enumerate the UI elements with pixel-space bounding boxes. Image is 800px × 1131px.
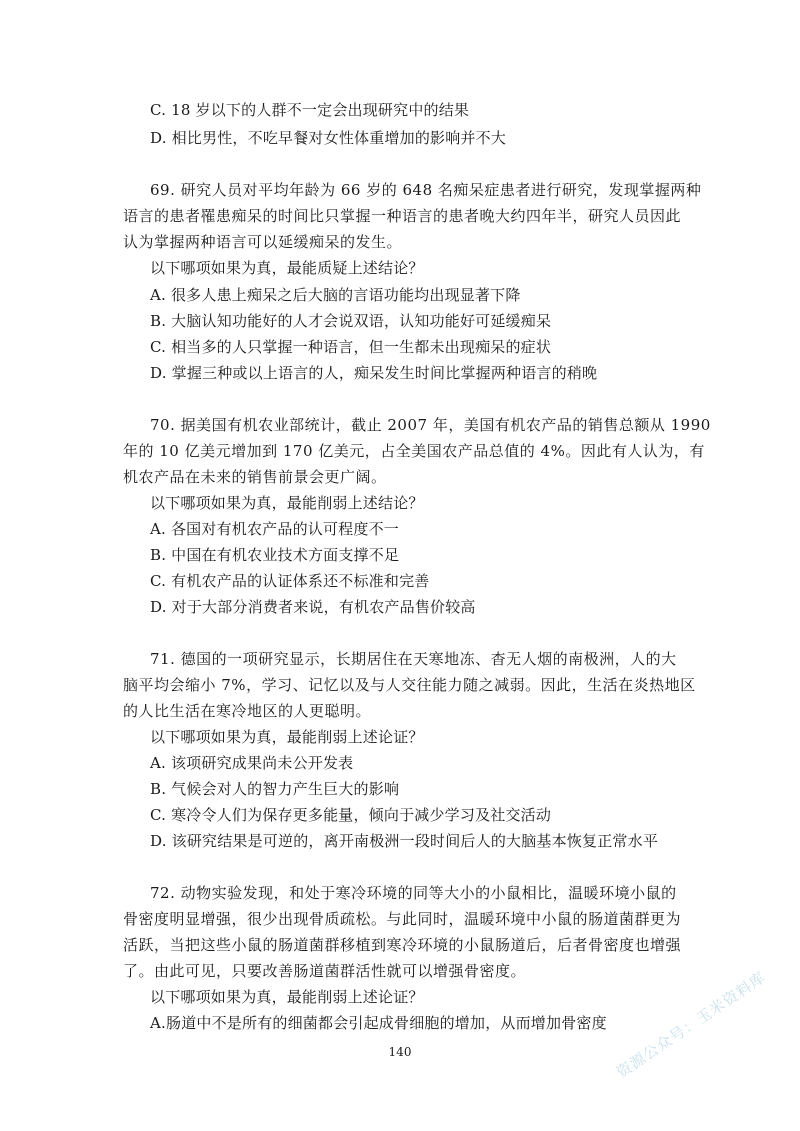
q68-option-d: D. 相比男性，不吃早餐对女性体重增加的影响并不大 [150, 129, 507, 147]
q71-question: 以下哪项如果为真，最能削弱上述论证？ [150, 728, 424, 746]
q72-stem-line-4: 了。由此可见，只要改善肠道菌群活性就可以增强骨密度。 [123, 962, 527, 980]
q70-option-c: C. 有机农产品的认证体系还不标准和完善 [150, 572, 430, 590]
q72-stem-line-2: 骨密度明显增强，很少出现骨质疏松。与此同时，温暖环境中小鼠的肠道菌群更为 [123, 910, 682, 928]
page-number: 140 [388, 1045, 412, 1059]
q69-question: 以下哪项如果为真，最能质疑上述结论？ [150, 259, 424, 277]
q70-stem-line-2: 年的 10 亿美元增加到 170 亿美元，占全美国农产品总值的 4%。因此有人认为，有 [123, 442, 705, 460]
q71-stem-line-3: 的人比生活在寒冷地区的人更聪明。 [123, 702, 372, 720]
q70-stem-line-3: 机农产品在未来的销售前景会更广阔。 [123, 468, 387, 486]
q71-stem-line-2: 脑平均会缩小 7%，学习、记忆以及与人交往能力随之减弱。因此，生活在炎热地区 [123, 676, 696, 694]
q72-stem-line-3: 活跃，当把这些小鼠的肠道菌群移植到寒冷环境的小鼠肠道后，后者骨密度也增强 [123, 936, 682, 954]
q69-option-d: D. 掌握三种或以上语言的人，痴呆发生时间比掌握两种语言的稍晚 [150, 364, 598, 382]
q70-question: 以下哪项如果为真，最能削弱上述结论？ [150, 494, 424, 512]
q68-option-c: C. 18 岁以下的人群不一定会出现研究中的结果 [150, 101, 470, 119]
q69-option-a: A. 很多人患上痴呆之后大脑的言语功能均出现显著下降 [150, 286, 521, 304]
watermark-text: 资源公众号：玉米资料库 [613, 968, 770, 1082]
q71-option-a: A. 该项研究成果尚未公开发表 [150, 754, 354, 772]
q71-option-d: D. 该研究结果是可逆的，离开南极洲一段时间后人的大脑基本恢复正常水平 [150, 832, 659, 850]
q72-stem-line-1: 72. 动物实验发现，和处于寒冷环境的同等大小的小鼠相比，温暖环境小鼠的 [150, 884, 677, 902]
q69-stem-line-3: 认为掌握两种语言可以延缓痴呆的发生。 [123, 233, 403, 251]
q70-option-d: D. 对于大部分消费者来说，有机农产品售价较高 [150, 598, 476, 616]
q72-question: 以下哪项如果为真，最能削弱上述论证？ [150, 988, 424, 1006]
q70-option-a: A. 各国对有机农产品的认可程度不一 [150, 520, 399, 538]
q71-stem-line-1: 71. 德国的一项研究显示，长期居住在天寒地冻、杳无人烟的南极洲，人的大 [150, 650, 677, 668]
q69-stem-line-2: 语言的患者罹患痴呆的时间比只掌握一种语言的患者晚大约四年半，研究人员因此 [123, 207, 682, 225]
q69-stem-line-1: 69. 研究人员对平均年龄为 66 岁的 648 名痴呆症患者进行研究，发现掌握两种 [150, 181, 702, 199]
q69-option-b: B. 大脑认知功能好的人才会说双语，认知功能好可延缓痴呆 [150, 312, 552, 330]
q70-option-b: B. 中国在有机农业技术方面支撑不足 [150, 546, 400, 564]
q72-option-a: A.肠道中不是所有的细菌都会引起成骨细胞的增加，从而增加骨密度 [150, 1014, 607, 1032]
q70-stem-line-1: 70. 据美国有机农业部统计，截止 2007 年，美国有机农产品的销售总额从 1990 [150, 416, 711, 434]
q69-option-c: C. 相当多的人只掌握一种语言，但一生都未出现痴呆的症状 [150, 338, 552, 356]
q71-option-b: B. 气候会对人的智力产生巨大的影响 [150, 780, 400, 798]
q71-option-c: C. 寒冷令人们为保存更多能量，倾向于减少学习及社交活动 [150, 806, 552, 824]
